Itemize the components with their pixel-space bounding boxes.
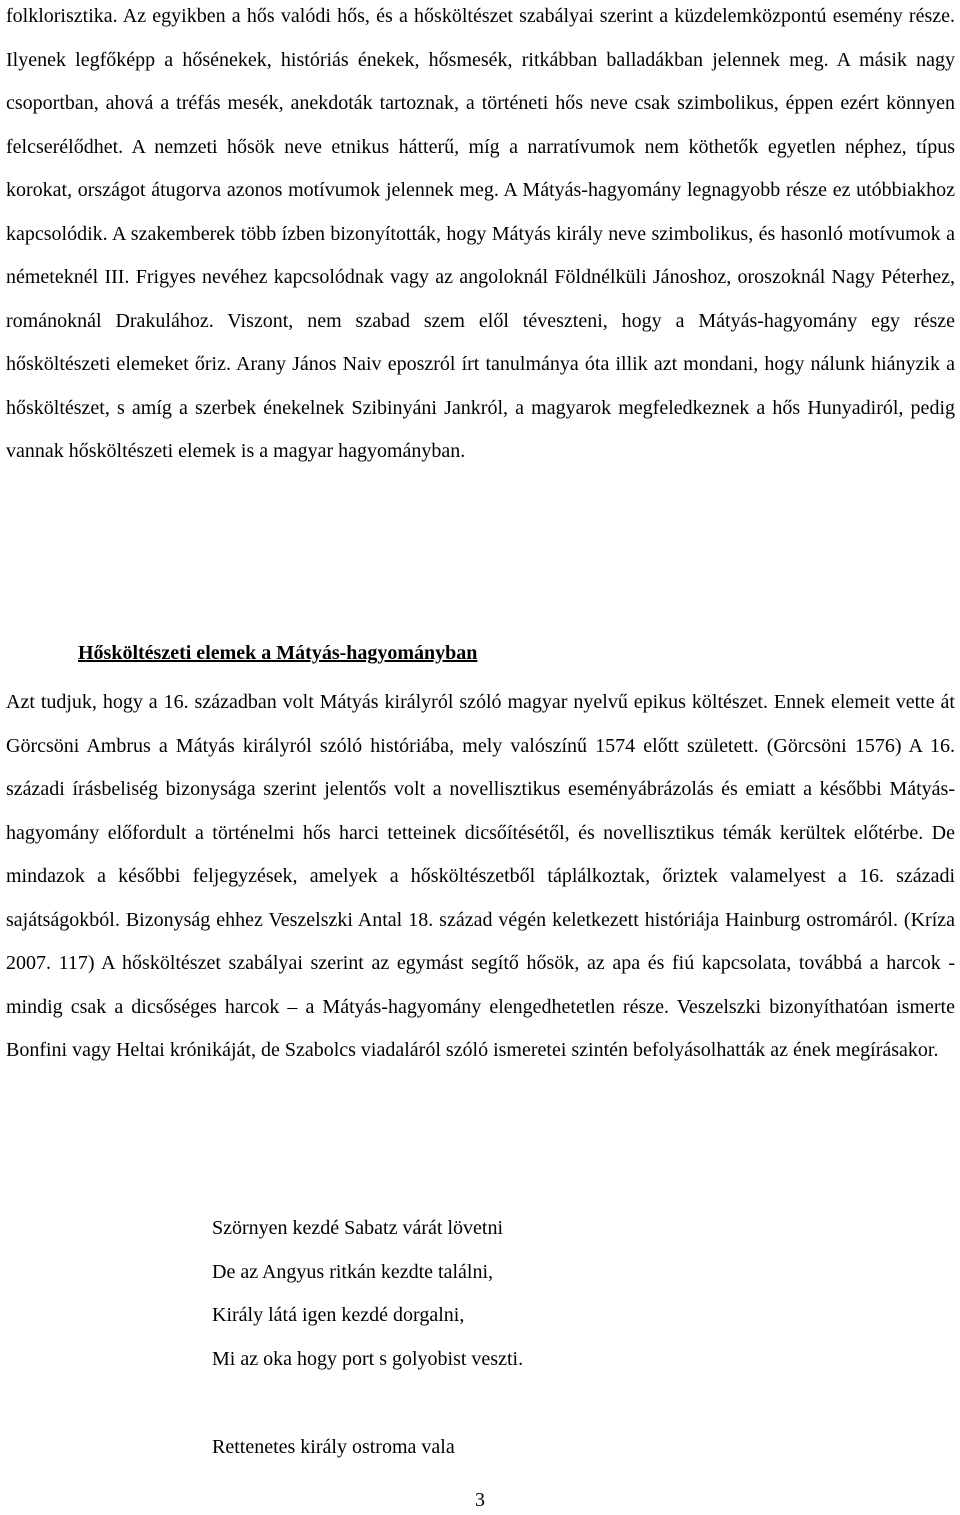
verse-line: Mi az oka hogy port s golyobist veszti. bbox=[212, 1347, 524, 1370]
verse-line: Rettenetes király ostroma vala bbox=[212, 1436, 455, 1458]
verse-line: De az Angyus ritkán kezdte találni, bbox=[212, 1260, 494, 1283]
verse-stanza bbox=[212, 1426, 455, 1470]
verse-line: Király látá igen kezdé dorgalni, bbox=[212, 1304, 465, 1326]
verse-stanza bbox=[212, 1207, 523, 1381]
body-paragraph: folklorisztika. Az egyikben a hős valódi hős, és a hősköltészet szabályai szerint a küzdelemközpontú esemény része. Ilyenek legfőképp a hősénekek, históriás énekek, hősmesék, ritkábban balladákban jelennek meg. A másik nagy csoportban, ahová a tréfás mesék, anekdoták tartoznak, a történeti hős neve csak szimbolikus, éppen ezért könnyen felcserélődhet. A nemzeti hősök neve etnikus hátterű, míg a narratívumok nem köthetők egyetlen néphez, típus korokat, országot átugorva azonos motívumok jelennek meg. A Mátyás-hagyomány legnagyobb része ez utóbbiakhoz kapcsolódik. A szakemberek több ízben bizonyították, hogy Mátyás király neve szimbolikus, és hasonló motívumok a németeknél III. Frigyes nevéhez kapcsolódnak vagy az angoloknál Földnélküli Jánoshoz, oroszoknál Nagy Péterhez, románoknál Drakulához. Viszont, nem szabad szem elől téveszteni, hogy a Mátyás-hagyomány egy része hősköltészeti elemeket őriz. Arany János Naiv eposzról írt tanulmánya óta illik azt mondani, hogy nálunk hiányzik a hősköltészet, s amíg a szerbek énekelnek Szibinyáni Jankról, a magyarok megfeledkeznek a hős Hunyadiról, pedig vannak hősköltészeti elemek is a magyar hagyományban. bbox=[6, 5, 955, 462]
page-number: 3 bbox=[475, 1489, 485, 1511]
document-page bbox=[6, 0, 955, 1458]
section-heading: Hősköltészeti elemek a Mátyás-hagyományban bbox=[78, 642, 478, 664]
verse-line: Szörnyen kezdé Sabatz várát lövetni bbox=[212, 1217, 503, 1239]
body-paragraph: Azt tudjuk, hogy a 16. században volt Mátyás királyról szóló magyar nyelvű epikus költészet. Ennek elemeit vette át Görcsöni Ambrus a Mátyás királyról szóló históriába, mely valószínű 1574 előtt született. (Görcsöni 1576) A 16. századi írásbeliség bizonysága szerint jelentős volt a novellisztikus eseményábrázolás és emiatt a későbbi Mátyás-hagyomány előfordult a történelmi hős harci tetteinek dicsőítésétől, és novellisztikus témák kerültek előtérbe. De mindazok a későbbi feljegyzések, amelyek a hősköltészetből táplálkoztak, őriztek valamelyest a 16. századi sajátságokból. Bizonyság ehhez Veszelszki Antal 18. század végén keletkezett históriája Hainburg ostromáról. (Kríza 2007. 117) A hősköltészet szabályai szerint az egymást segítő hősök, az apa és fiú kapcsolata, továbbá a harcok - mindig csak a dicsőséges harcok – a Mátyás-hagyomány elengedhetetlen része. Veszelszki bizonyíthatóan ismerte Bonfini vagy Heltai krónikáját, de Szabolcs viadaláról szóló ismeretei szintén befolyásolhatták az ének megírásakor. bbox=[6, 691, 955, 1061]
